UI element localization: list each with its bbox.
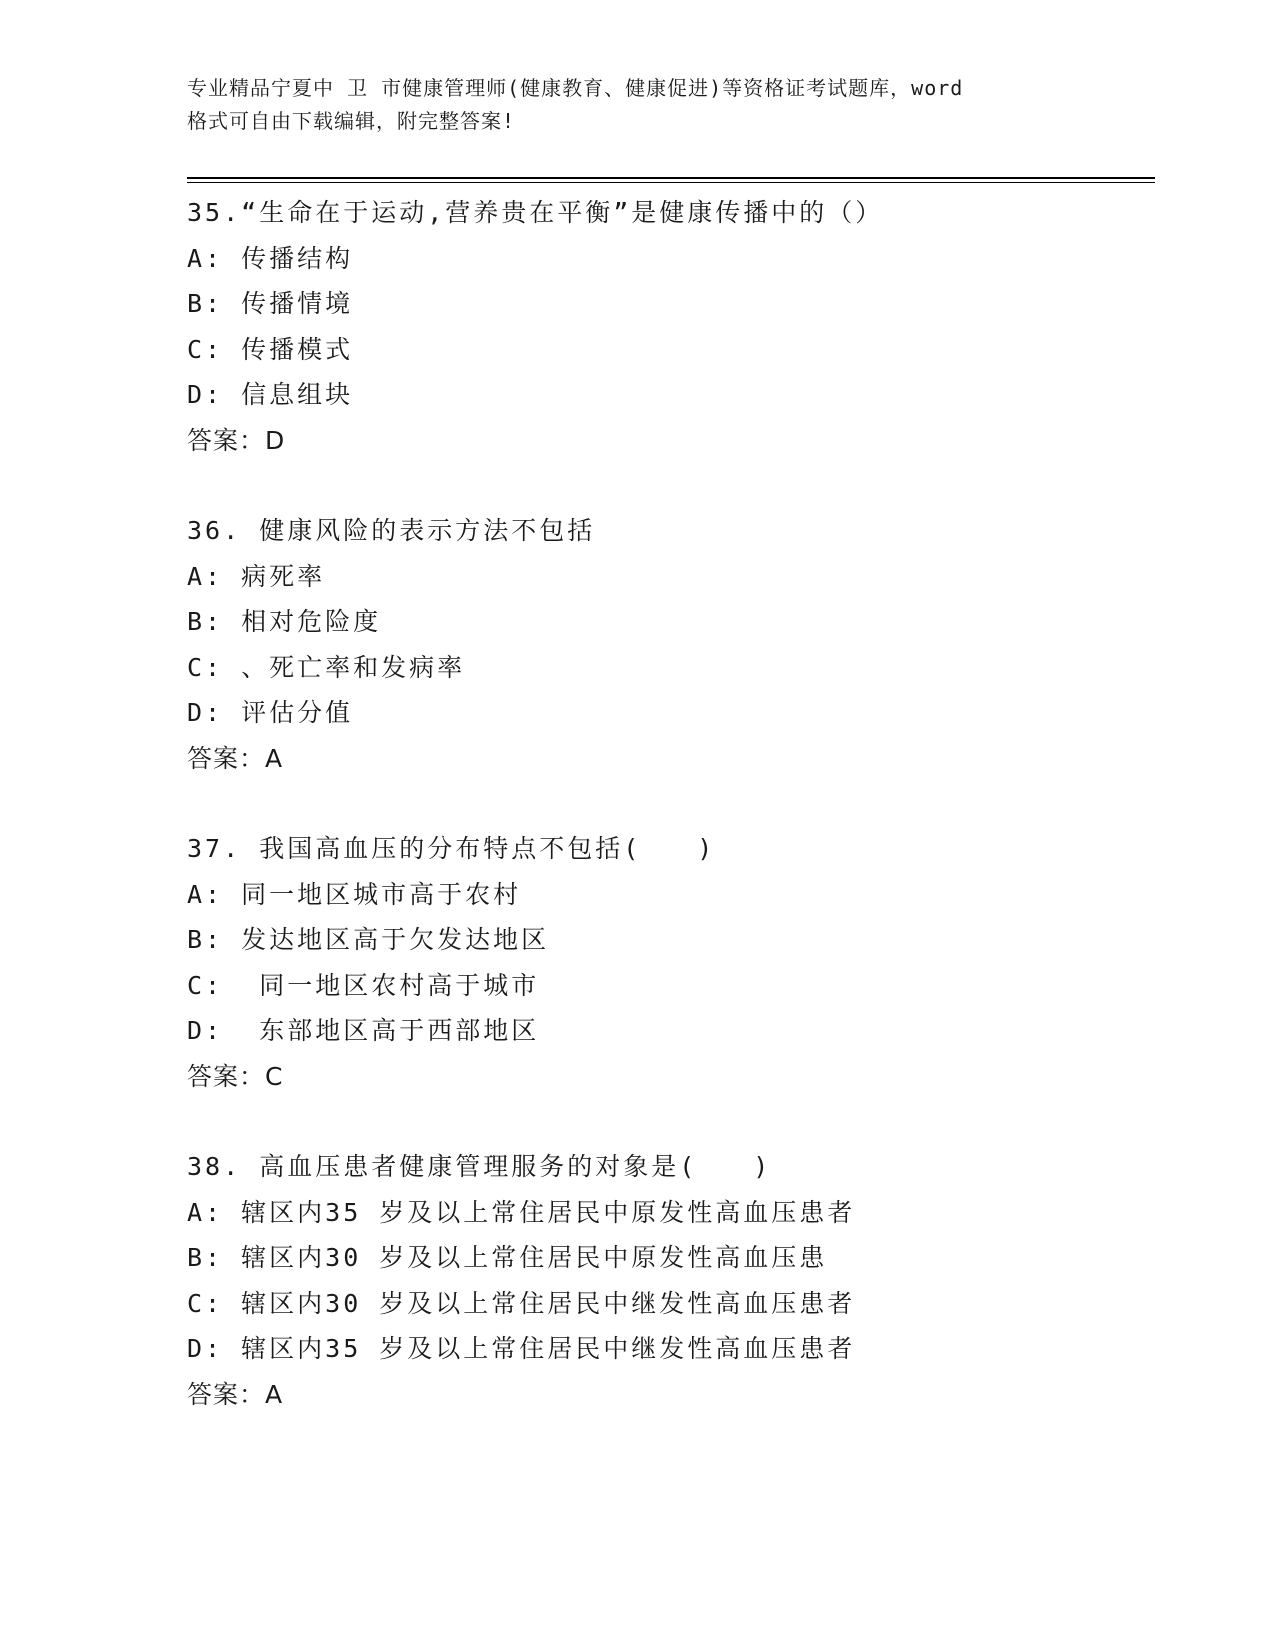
option-d: D: 东部地区高于西部地区	[187, 1016, 540, 1045]
header-divider-thin	[187, 182, 1155, 183]
option-a: A: 病死率	[187, 561, 326, 591]
question-stem: 37. 我国高血压的分布特点不包括( )	[187, 834, 716, 863]
question-36	[187, 508, 1155, 781]
question-stem: 35.“生命在于运动,营养贵在平衡”是健康传播中的（）	[187, 198, 884, 227]
answer-key: 答案：C	[187, 1061, 284, 1091]
question-35	[187, 190, 1155, 463]
option-c: C: 同一地区农村高于城市	[187, 970, 540, 1000]
header-divider-thick	[187, 177, 1155, 179]
header-line-1: 专业精品宁夏中 卫 市健康管理师(健康教育、健康促进)等资格证考试题库，word	[187, 76, 964, 100]
question-list	[187, 190, 1155, 1462]
question-stem: 38. 高血压患者健康管理服务的对象是( )	[187, 1152, 772, 1181]
option-b: B: 发达地区高于欠发达地区	[187, 925, 550, 954]
option-c: C: 辖区内30 岁及以上常住居民中继发性高血压患者	[187, 1288, 856, 1318]
option-a: A: 辖区内35 岁及以上常住居民中原发性高血压患者	[187, 1197, 856, 1227]
option-c: C: 传播模式	[187, 334, 354, 364]
question-38	[187, 1144, 1155, 1417]
option-c: C: 、死亡率和发病率	[187, 652, 466, 682]
option-d: D: 评估分值	[187, 698, 354, 727]
answer-key: 答案：D	[187, 425, 286, 455]
page-header	[187, 72, 1107, 138]
option-d: D: 信息组块	[187, 380, 354, 409]
option-a: A: 传播结构	[187, 243, 354, 273]
option-d: D: 辖区内35 岁及以上常住居民中继发性高血压患者	[187, 1334, 856, 1363]
option-b: B: 传播情境	[187, 289, 354, 318]
option-b: B: 相对危险度	[187, 607, 382, 636]
answer-key: 答案：A	[187, 743, 284, 773]
header-line-2: 格式可自由下载编辑，附完整答案!	[187, 109, 516, 133]
answer-key: 答案：A	[187, 1379, 284, 1409]
option-b: B: 辖区内30 岁及以上常住居民中原发性高血压患	[187, 1243, 828, 1272]
question-37	[187, 826, 1155, 1099]
question-stem: 36. 健康风险的表示方法不包括	[187, 516, 596, 545]
option-a: A: 同一地区城市高于农村	[187, 879, 522, 909]
